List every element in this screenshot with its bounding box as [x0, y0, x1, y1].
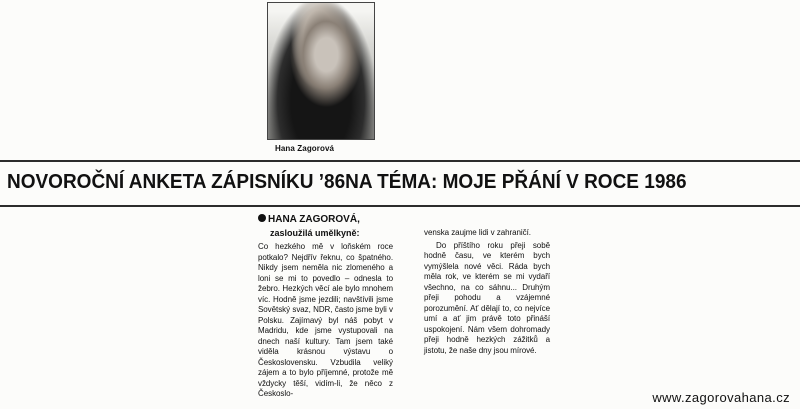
article	[258, 213, 551, 409]
right-paragraph-1: venska zaujme lidi v zahraničí.	[424, 228, 531, 237]
headline-bottom-rule	[0, 205, 800, 207]
bullet-icon	[258, 214, 266, 222]
right-paragraph-2: Do příštího roku přeji sobě hodně času, ve kterém bych vymýšlela nové věci. Ráda bych měla rok, ve kterém se mi vydaří všechno, na co sáhnu... Druhým přeji pohodu a vzájemné porozumění. Ať dělají to, co nejvíce umí a ať jim právě toto přináší uspokojení. Nám všem dohromady přeji hodně hezkých zážitků a jistotu, že naše dny jsou mírové.	[424, 240, 550, 355]
photo-caption: Hana Zagorová	[275, 144, 335, 153]
article-left-column	[258, 213, 393, 400]
portrait-figure	[253, 0, 381, 161]
portrait-photo	[267, 2, 375, 140]
website-watermark: www.zagorovahana.cz	[652, 390, 790, 405]
headline-top-rule	[0, 160, 800, 162]
left-paragraph: Co hezkého mě v loňském roce potkalo? Nejdřív řeknu, co špatného. Nikdy jsem neměla nic zlomeného a loni se mi to povedlo – odnesla to žebro. Hezkých věcí ale bylo mnohem víc. Hodně jsme jezdili; navštívili jsme Sovětský svaz, NDR, často jsme byli v Polsku. Zajímavý byl náš pobyt v Madridu, kde jsme vystupovali na dnech naší kultury. Tam jsem také viděla krásnou výstavu o Československu. Vzbudila veliký zájem a to bylo příjemné, protože mě vždycky těší, vidím-li, že něco z Českoslo-	[258, 242, 393, 398]
author-heading	[258, 213, 393, 226]
author-name: HANA ZAGOROVÁ,	[268, 214, 360, 225]
author-title: zasloužilá umělkyně:	[270, 228, 360, 238]
article-right-column	[424, 228, 550, 358]
headline: NOVOROČNÍ ANKETA ZÁPISNÍKU ’86NA TÉMA: MOJE PŘÁNÍ V ROCE 1986	[7, 171, 687, 193]
